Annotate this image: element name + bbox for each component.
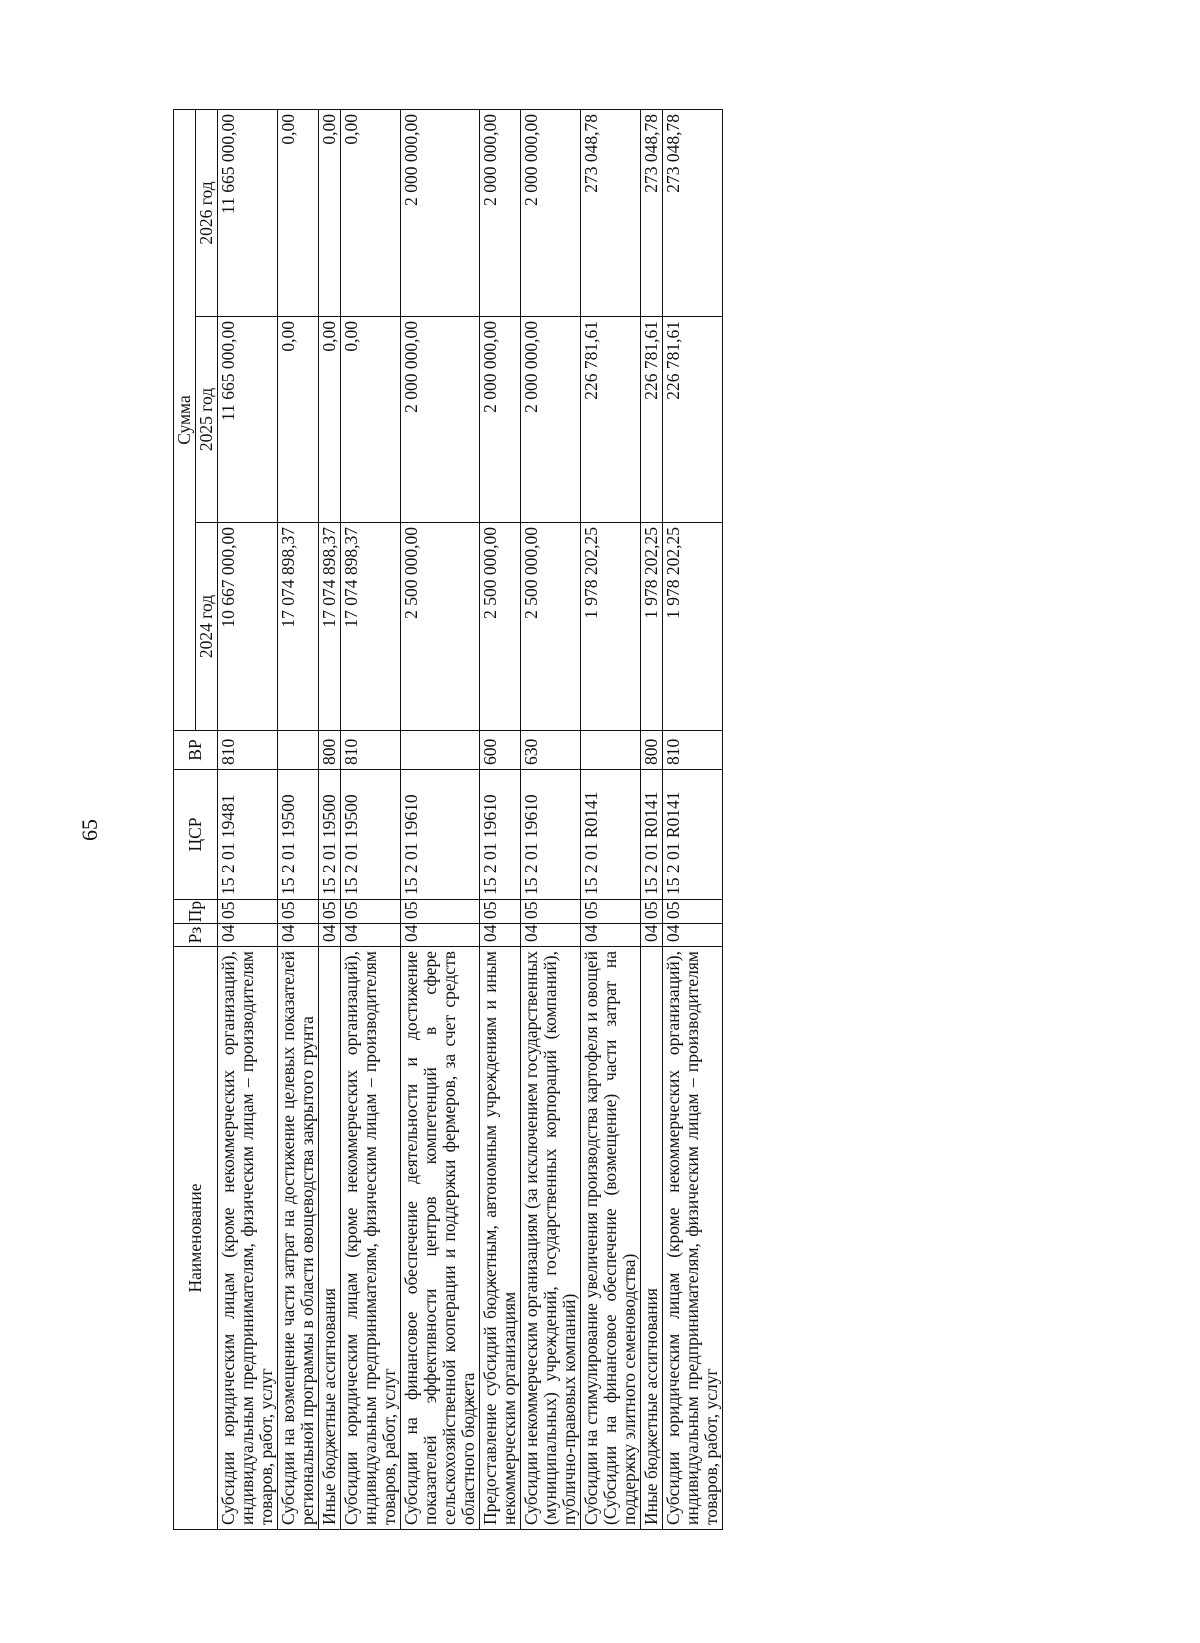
row-sum-2024: 1 978 202,25	[641, 523, 663, 731]
budget-table	[173, 109, 723, 1530]
row-sum-2026: 2 000 000,00	[401, 109, 480, 316]
header-year-2026: 2026 год	[196, 109, 218, 316]
row-rz: 04	[663, 924, 723, 947]
row-csr: 15 2 01 R0141	[641, 770, 663, 900]
row-name: Иные бюджетные ассигнования	[319, 947, 341, 1530]
row-vr: 800	[319, 731, 341, 770]
row-sum-2026: 273 048,78	[581, 109, 641, 316]
row-vr	[581, 731, 641, 770]
row-csr: 15 2 01 19610	[480, 770, 521, 900]
table-row	[218, 109, 278, 1529]
row-pr: 05	[480, 900, 521, 924]
header-row	[174, 109, 196, 1529]
row-vr: 800	[641, 731, 663, 770]
row-rz: 04	[641, 924, 663, 947]
row-name: Субсидии на финансовое обеспечение деятельности и достижение показателей эффективности центров компетенций в сфере сельскохозяйственной кооперации и поддержки фермеров, за счет средств областного бюджета	[401, 947, 480, 1530]
row-sum-2024: 1 978 202,25	[581, 523, 641, 731]
rotated-page-content	[173, 110, 883, 1530]
table-row	[581, 109, 641, 1529]
row-rz: 04	[319, 924, 341, 947]
row-csr: 15 2 01 19500	[319, 770, 341, 900]
row-rz: 04	[521, 924, 581, 947]
row-sum-2025: 0,00	[341, 317, 401, 523]
header-csr: ЦСР	[174, 770, 218, 900]
row-sum-2024: 17 074 898,37	[341, 523, 401, 731]
row-rz: 04	[218, 924, 278, 947]
table-row	[341, 109, 401, 1529]
row-sum-2024: 2 500 000,00	[480, 523, 521, 731]
row-sum-2026: 273 048,78	[641, 109, 663, 316]
table-row	[480, 109, 521, 1529]
row-vr: 630	[521, 731, 581, 770]
row-name: Субсидии юридическим лицам (кроме некоммерческих организаций), индивидуальным предпринимателям, физическим лицам – производителям товаров, работ, услуг	[341, 947, 401, 1530]
row-csr: 15 2 01 19610	[521, 770, 581, 900]
row-sum-2026: 0,00	[278, 109, 319, 316]
row-vr: 600	[480, 731, 521, 770]
table-row	[278, 109, 319, 1529]
row-sum-2026: 0,00	[341, 109, 401, 316]
table-row	[401, 109, 480, 1529]
row-pr: 05	[341, 900, 401, 924]
row-csr: 15 2 01 19610	[401, 770, 480, 900]
row-name: Иные бюджетные ассигнования	[641, 947, 663, 1530]
row-sum-2024: 2 500 000,00	[521, 523, 581, 731]
header-pr: Пр	[174, 900, 218, 924]
row-vr: 810	[663, 731, 723, 770]
header-year-2025: 2025 год	[196, 317, 218, 523]
row-vr: 810	[341, 731, 401, 770]
row-rz: 04	[278, 924, 319, 947]
row-csr: 15 2 01 19500	[341, 770, 401, 900]
row-name: Субсидии некоммерческим организациям (за исключением государственных (муниципальных) учреждений, государственных корпораций (компаний), публично-правовых компаний)	[521, 947, 581, 1530]
row-csr: 15 2 01 R0141	[581, 770, 641, 900]
row-sum-2026: 2 000 000,00	[521, 109, 581, 316]
row-sum-2024: 1 978 202,25	[663, 523, 723, 731]
row-sum-2025: 11 665 000,00	[218, 317, 278, 523]
row-vr: 810	[218, 731, 278, 770]
table-row	[319, 109, 341, 1529]
header-year-2024: 2024 год	[196, 523, 218, 731]
row-sum-2026: 2 000 000,00	[480, 109, 521, 316]
row-sum-2024: 2 500 000,00	[401, 523, 480, 731]
row-csr: 15 2 01 R0141	[663, 770, 723, 900]
row-name: Субсидии на стимулирование увеличения производства картофеля и овощей (Субсидии на финансовое обеспечение (возмещение) части затрат на поддержку элитного семеноводства)	[581, 947, 641, 1530]
row-pr: 05	[278, 900, 319, 924]
row-sum-2024: 10 667 000,00	[218, 523, 278, 731]
row-name: Субсидии на возмещение части затрат на достижение целевых показателей региональной программы в области овощеводства закрытого грунта	[278, 947, 319, 1530]
header-sum: Сумма	[174, 109, 196, 730]
row-pr: 05	[581, 900, 641, 924]
row-name: Субсидии юридическим лицам (кроме некоммерческих организаций), индивидуальным предпринимателям, физическим лицам – производителям товаров, работ, услуг	[663, 947, 723, 1530]
row-pr: 05	[641, 900, 663, 924]
row-rz: 04	[341, 924, 401, 947]
row-sum-2024: 17 074 898,37	[319, 523, 341, 731]
row-pr: 05	[401, 900, 480, 924]
row-vr	[278, 731, 319, 770]
row-sum-2025: 226 781,61	[581, 317, 641, 523]
table-row	[663, 109, 723, 1529]
row-sum-2025: 2 000 000,00	[401, 317, 480, 523]
row-rz: 04	[401, 924, 480, 947]
row-sum-2026: 0,00	[319, 109, 341, 316]
row-pr: 05	[319, 900, 341, 924]
header-vr: ВР	[174, 731, 218, 770]
row-pr: 05	[521, 900, 581, 924]
page-number: 65	[77, 819, 102, 841]
row-pr: 05	[218, 900, 278, 924]
row-csr: 15 2 01 19481	[218, 770, 278, 900]
row-sum-2026: 11 665 000,00	[218, 109, 278, 316]
row-csr: 15 2 01 19500	[278, 770, 319, 900]
row-sum-2025: 0,00	[319, 317, 341, 523]
row-pr: 05	[663, 900, 723, 924]
header-rz: Рз	[174, 924, 218, 947]
header-name: Наименование	[174, 947, 218, 1530]
row-vr	[401, 731, 480, 770]
row-sum-2025: 0,00	[278, 317, 319, 523]
table-row	[521, 109, 581, 1529]
row-sum-2025: 226 781,61	[641, 317, 663, 523]
row-rz: 04	[581, 924, 641, 947]
row-sum-2025: 2 000 000,00	[521, 317, 581, 523]
row-sum-2025: 2 000 000,00	[480, 317, 521, 523]
row-sum-2026: 273 048,78	[663, 109, 723, 316]
row-sum-2024: 17 074 898,37	[278, 523, 319, 731]
row-name: Предоставление субсидий бюджетным, автономным учреждениям и иным некоммерческим организациям	[480, 947, 521, 1530]
row-sum-2025: 226 781,61	[663, 317, 723, 523]
row-name: Субсидии юридическим лицам (кроме некоммерческих организаций), индивидуальным предпринимателям, физическим лицам – производителям товаров, работ, услуг	[218, 947, 278, 1530]
row-rz: 04	[480, 924, 521, 947]
table-row	[641, 109, 663, 1529]
